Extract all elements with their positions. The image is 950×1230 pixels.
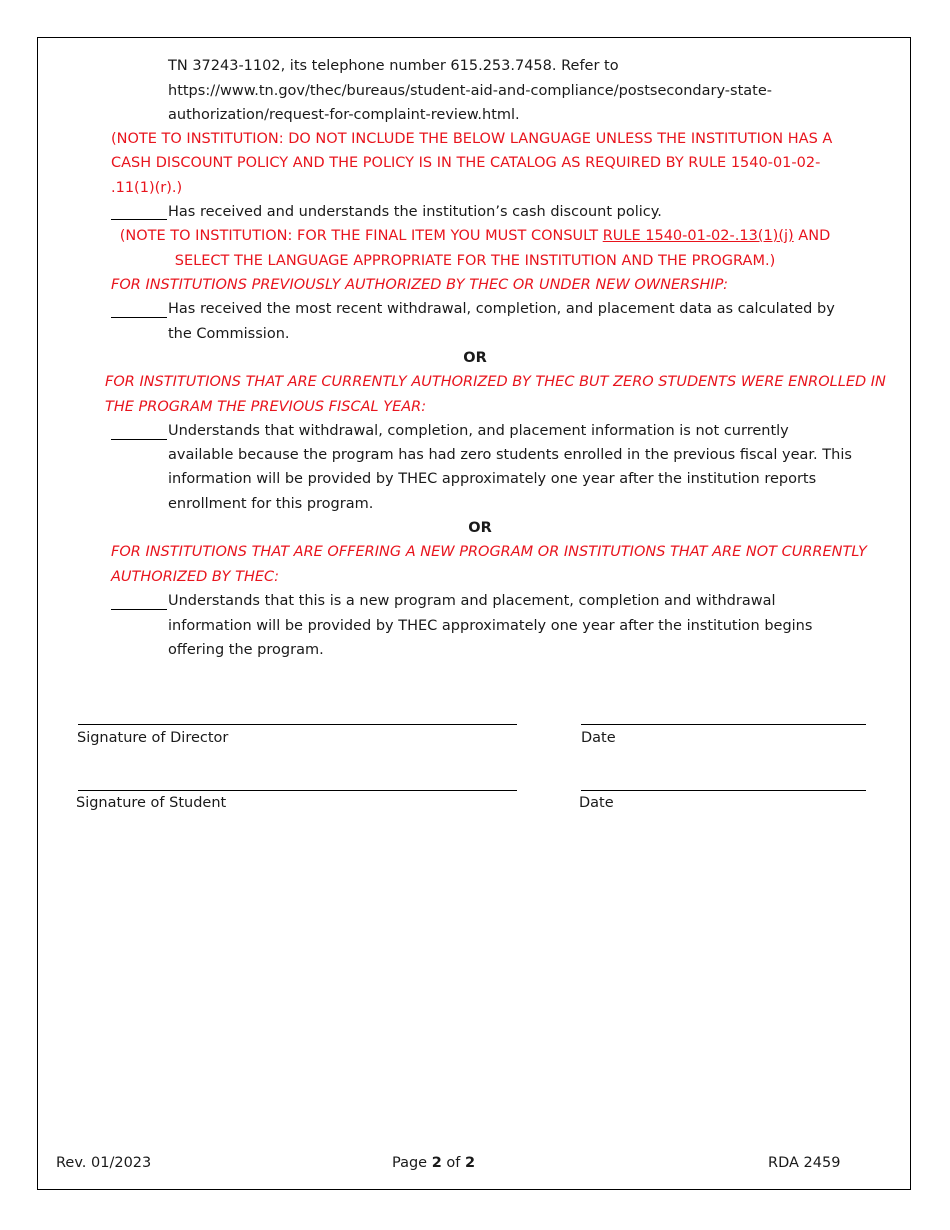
page-total: 2 — [465, 1155, 476, 1171]
revision-label: Rev. 01/2023 — [56, 1155, 152, 1171]
initials-blank-previous[interactable] — [111, 317, 167, 318]
student-signature-label: Signature of Student — [76, 795, 227, 811]
initials-blank-zero[interactable] — [111, 439, 167, 440]
rule-link[interactable]: RULE 1540-01-02-.13(1)(j) — [602, 228, 794, 244]
page-word: Page — [392, 1155, 432, 1171]
initials-blank-cash[interactable] — [111, 219, 167, 220]
of-word: of — [441, 1155, 466, 1171]
form-id: RDA 2459 — [768, 1155, 841, 1171]
note-final-text-end: AND — [793, 228, 831, 244]
item-new-line-3: offering the program. — [168, 642, 324, 658]
or-separator-2: OR — [468, 520, 492, 536]
initials-blank-new[interactable] — [111, 609, 167, 610]
heading-new-program-line-1: FOR INSTITUTIONS THAT ARE OFFERING A NEW PROGRAM OR INSTITUTIONS THAT ARE NOT CURRENTLY — [111, 544, 867, 560]
heading-new-program-line-2: AUTHORIZED BY THEC: — [111, 569, 280, 585]
heading-previously-authorized: FOR INSTITUTIONS PREVIOUSLY AUTHORIZED BY THEC OR UNDER NEW OWNERSHIP: — [111, 277, 728, 293]
note-cash-line-3: .11(1)(r).) — [111, 180, 183, 196]
address-line-3: authorization/request-for-complaint-review.html. — [168, 107, 520, 123]
item-zero-line-4: enrollment for this program. — [168, 496, 374, 512]
director-date-line[interactable] — [581, 724, 866, 725]
or-separator-1: OR — [463, 350, 487, 366]
note-final-text: (NOTE TO INSTITUTION: FOR THE FINAL ITEM YOU MUST CONSULT — [119, 228, 603, 244]
address-line-1: TN 37243-1102, its telephone number 615.253.7458. Refer to — [168, 58, 619, 74]
student-date-label: Date — [579, 795, 614, 811]
item-prev-line-1: Has received the most recent withdrawal, completion, and placement data as calculated by — [168, 301, 835, 317]
note-final-line-2: SELECT THE LANGUAGE APPROPRIATE FOR THE INSTITUTION AND THE PROGRAM.) — [174, 253, 776, 269]
heading-zero-students-line-1: FOR INSTITUTIONS THAT ARE CURRENTLY AUTHORIZED BY THEC BUT ZERO STUDENTS WERE ENROLLED IN — [105, 374, 886, 390]
director-signature-label: Signature of Director — [77, 730, 229, 746]
heading-zero-students-line-2: THE PROGRAM THE PREVIOUS FISCAL YEAR: — [105, 399, 427, 415]
item-new-line-2: information will be provided by THEC approximately one year after the institution begins — [168, 618, 813, 634]
page-number — [392, 1153, 475, 1173]
item-zero-line-1: Understands that withdrawal, completion, and placement information is not currently — [168, 423, 789, 439]
item-cash-text: Has received and understands the institution’s cash discount policy. — [168, 204, 662, 220]
item-zero-line-2: available because the program has had zero students enrolled in the previous fiscal year. This — [168, 447, 852, 463]
item-prev-line-2: the Commission. — [168, 326, 290, 342]
page-current: 2 — [431, 1155, 442, 1171]
note-cash-line-1: (NOTE TO INSTITUTION: DO NOT INCLUDE THE BELOW LANGUAGE UNLESS THE INSTITUTION HAS A — [111, 131, 833, 147]
item-new-line-1: Understands that this is a new program and placement, completion and withdrawal — [168, 593, 776, 609]
address-line-2: https://www.tn.gov/thec/bureaus/student-aid-and-compliance/postsecondary-state- — [168, 83, 772, 99]
note-cash-line-2: CASH DISCOUNT POLICY AND THE POLICY IS IN THE CATALOG AS REQUIRED BY RULE 1540-01-02- — [111, 155, 821, 171]
student-date-line[interactable] — [581, 790, 866, 791]
note-final-line-1 — [40, 224, 910, 248]
item-zero-line-3: information will be provided by THEC approximately one year after the institution reports — [168, 471, 817, 487]
student-signature-line[interactable] — [78, 790, 517, 791]
director-date-label: Date — [581, 730, 616, 746]
director-signature-line[interactable] — [78, 724, 517, 725]
